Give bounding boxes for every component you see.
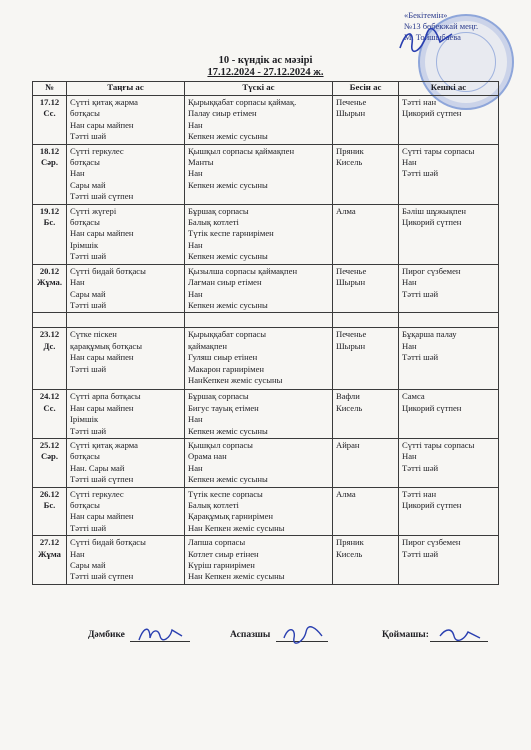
dinner-item: Тәтті шәй <box>402 288 439 299</box>
day-label: Дс. <box>43 340 56 351</box>
spacer-cell <box>333 313 399 328</box>
snack-cell <box>333 390 399 439</box>
dinner-item: Сүтті тары сорпасы <box>402 145 475 156</box>
breakfast-item: Нан сары майпен <box>70 402 134 413</box>
breakfast-item: Тәтті шәй сүтпен <box>70 571 134 582</box>
dinner-item: Нан <box>402 157 417 168</box>
table-row <box>33 204 499 264</box>
dinner-cell <box>399 438 499 487</box>
lunch-item: Нан <box>188 288 203 299</box>
lunch-item: Гуляш сиыр етінен <box>188 352 258 363</box>
snack-cell <box>333 487 399 536</box>
snack-cell <box>333 144 399 204</box>
approval-signature <box>396 26 456 54</box>
storekeeper-label: Қоймашы: <box>382 630 429 640</box>
lunch-item: Орама нан <box>188 451 227 462</box>
lunch-item: Нан <box>188 462 203 473</box>
cook-signature <box>280 624 326 644</box>
dietitian-label: Дәмбике <box>88 630 125 640</box>
breakfast-item: Нан. Сары май <box>70 462 125 473</box>
table-row <box>33 328 499 390</box>
lunch-item: Қырыққабат сорпасы қаймақ. <box>188 97 297 107</box>
lunch-item: Бұршақ сорпасы <box>188 205 249 216</box>
breakfast-item: Нан <box>70 548 85 559</box>
dinner-item: Тәтті шәй <box>402 352 439 363</box>
breakfast-item: Нан сары майпен <box>70 511 134 522</box>
breakfast-cell <box>67 144 185 204</box>
day-cell <box>33 328 67 390</box>
lunch-cell <box>185 144 333 204</box>
lunch-cell <box>185 264 333 313</box>
snack-cell <box>333 328 399 390</box>
approval-line: №13 бөбекжай меңг. <box>404 21 479 31</box>
spacer-cell <box>33 313 67 328</box>
breakfast-item: Тәтті шәй сүтпен <box>70 191 134 202</box>
lunch-cell <box>185 390 333 439</box>
dinner-item: Пирог сүзбемен <box>402 537 461 548</box>
breakfast-cell <box>67 536 185 585</box>
table-row <box>33 487 499 536</box>
breakfast-item: Сүтті қитақ жарма <box>70 97 138 107</box>
column-header-breakfast: Таңғы ас <box>67 82 185 96</box>
breakfast-item: ботқасы <box>70 451 100 462</box>
lunch-item: Палау сиыр етімен <box>188 108 257 119</box>
spacer-cell <box>185 313 333 328</box>
spacer-row <box>33 313 499 328</box>
table-row <box>33 96 499 145</box>
cook-label: Аспазшы <box>230 630 271 640</box>
day-label: 17.12 <box>39 97 60 107</box>
lunch-item: Бұршақ сорпасы <box>188 391 249 402</box>
lunch-item: Кепкен жеміс сусыны <box>188 179 268 190</box>
breakfast-item: Сүтті қитақ жарма <box>70 439 138 450</box>
day-label: Сәр. <box>41 157 58 168</box>
dinner-cell <box>399 144 499 204</box>
breakfast-item: Тәтті шәй <box>70 363 107 374</box>
column-header-lunch: Түскі ас <box>185 82 333 96</box>
lunch-item: Қышқыл сорпасы <box>188 439 253 450</box>
day-cell <box>33 144 67 204</box>
breakfast-item: Сүтті бидай ботқасы <box>70 265 146 276</box>
breakfast-item: Нан сары майпен <box>70 228 134 239</box>
breakfast-item: Сары май <box>70 179 106 190</box>
lunch-item: Нан <box>188 119 203 130</box>
lunch-item: Нан Кепкен жеміс сусыны <box>188 522 285 533</box>
snack-item: Пряник <box>336 537 364 548</box>
lunch-item: Кепкен жеміс сусыны <box>188 131 268 142</box>
dinner-item: Тәтті нан <box>402 97 437 107</box>
lunch-item: НанКепкен жеміс сусыны <box>188 374 283 385</box>
day-label: Сәр. <box>41 451 58 462</box>
lunch-item: Нан Кепкен жеміс сусыны <box>188 571 285 582</box>
page-title: 10 - күндік ас мәзірі <box>218 55 313 66</box>
column-header-snack: Бесін ас <box>333 82 399 96</box>
breakfast-item: Сүтті бидай ботқасы <box>70 537 146 548</box>
day-label: 27.12 <box>39 537 60 548</box>
dinner-item: Цикорий сүтпен <box>402 402 462 413</box>
breakfast-item: ботқасы <box>70 157 100 168</box>
breakfast-item: Тәтті шәй <box>70 251 107 262</box>
column-header-number: № <box>33 82 67 96</box>
dinner-cell <box>399 96 499 145</box>
snack-cell <box>333 264 399 313</box>
dinner-item: Нан <box>402 277 417 288</box>
spacer-cell <box>67 313 185 328</box>
breakfast-item: Тәтті шәй <box>70 522 107 533</box>
lunch-cell <box>185 536 333 585</box>
day-label: 24.12 <box>39 391 60 402</box>
lunch-item: Кепкен жеміс сусыны <box>188 425 268 436</box>
column-header-dinner: Кешкі ас <box>399 82 499 96</box>
lunch-item: Қызылша сорпасы қаймақпен <box>188 265 298 276</box>
lunch-item: Лапша сорпасы <box>188 537 246 548</box>
page-period: 17.12.2024 - 27.12.2024 ж. <box>207 67 324 78</box>
breakfast-item: Сүтті геркулес <box>70 488 124 499</box>
storekeeper-signature <box>436 624 484 644</box>
snack-item: Кисель <box>336 548 363 559</box>
lunch-item: Түтік кеспе гарнирімен <box>188 228 274 239</box>
day-label: Бс. <box>43 217 56 228</box>
breakfast-cell <box>67 438 185 487</box>
day-label: Жұма. <box>36 277 63 288</box>
snack-cell <box>333 536 399 585</box>
lunch-item: Күріш гарнирімен <box>188 560 255 570</box>
day-cell <box>33 204 67 264</box>
breakfast-item: ботқасы <box>70 499 100 510</box>
snack-item: Печенье <box>336 265 367 276</box>
table-row <box>33 438 499 487</box>
snack-item: Айран <box>336 439 360 450</box>
lunch-item: Түтік кеспе сорпасы <box>188 488 263 499</box>
snack-item: Вафли <box>336 391 360 402</box>
table-row <box>33 390 499 439</box>
snack-item: Печенье <box>336 329 367 340</box>
dinner-item: Тәтті шәй <box>402 462 439 473</box>
dinner-cell <box>399 487 499 536</box>
dinner-cell <box>399 328 499 390</box>
dinner-item: Цикорий сүтпен <box>402 108 462 119</box>
day-label: 23.12 <box>39 329 60 340</box>
snack-item: Печенье <box>336 97 367 107</box>
lunch-item: Бигус тауық етімен <box>188 402 259 413</box>
lunch-item: Қарақұмық гарнирімен <box>188 511 274 522</box>
dinner-item: Нан <box>402 340 417 351</box>
lunch-item: Лағман сиыр етімен <box>188 277 262 288</box>
day-cell <box>33 390 67 439</box>
dinner-item: Тәтті шәй <box>402 168 439 179</box>
breakfast-item: ботқасы <box>70 217 100 228</box>
breakfast-cell <box>67 96 185 145</box>
breakfast-item: қарақұмық ботқасы <box>70 340 142 351</box>
lunch-item: қаймақпен <box>188 340 227 351</box>
day-label: 25.12 <box>39 439 60 450</box>
snack-cell <box>333 96 399 145</box>
approval-line: М. Тойшыбаева <box>404 32 461 42</box>
dinner-cell <box>399 264 499 313</box>
snack-item: Кисель <box>336 157 363 168</box>
day-label: Сс. <box>43 402 56 413</box>
table-row <box>33 264 499 313</box>
breakfast-cell <box>67 204 185 264</box>
snack-cell <box>333 204 399 264</box>
spacer-cell <box>399 313 499 328</box>
dinner-item: Нан <box>402 451 417 462</box>
dinner-cell <box>399 204 499 264</box>
dinner-item: Сүтті тары сорпасы <box>402 439 475 450</box>
snack-item: Шырын <box>336 108 366 119</box>
breakfast-item: Тәтті шәй <box>70 299 107 310</box>
dinner-item: Цикорий сүтпен <box>402 217 462 228</box>
breakfast-item: Сары май <box>70 288 106 299</box>
table-row <box>33 144 499 204</box>
day-label: 26.12 <box>39 488 60 499</box>
breakfast-item: Сары май <box>70 560 106 570</box>
breakfast-cell <box>67 264 185 313</box>
breakfast-item: Нан сары майпен <box>70 352 134 363</box>
snack-item: Алма <box>336 205 356 216</box>
day-label: 19.12 <box>39 205 60 216</box>
approval-line: «Бекітемін» <box>404 10 448 20</box>
breakfast-item: Сүтті арпа ботқасы <box>70 391 141 402</box>
day-cell <box>33 487 67 536</box>
breakfast-item: Тәтті шәй <box>70 425 107 436</box>
lunch-item: Макарон гарнирімен <box>188 363 265 374</box>
day-label: 20.12 <box>39 265 60 276</box>
lunch-cell <box>185 96 333 145</box>
breakfast-item: Сүтті геркулес <box>70 145 124 156</box>
snack-item: Шырын <box>336 277 366 288</box>
lunch-cell <box>185 438 333 487</box>
dinner-item: Тәтті шәй <box>402 548 439 559</box>
day-cell <box>33 536 67 585</box>
breakfast-item: ботқасы <box>70 108 100 119</box>
snack-cell <box>333 438 399 487</box>
lunch-item: Балық котлеті <box>188 499 239 510</box>
lunch-cell <box>185 328 333 390</box>
lunch-item: Кепкен жеміс сусыны <box>188 474 268 485</box>
dietitian-signature <box>136 624 186 644</box>
breakfast-cell <box>67 328 185 390</box>
signature-footer <box>0 624 531 646</box>
dinner-item: Бәліш шұжықпен <box>402 205 467 216</box>
day-cell <box>33 438 67 487</box>
lunch-cell <box>185 487 333 536</box>
day-label: 18.12 <box>39 145 60 156</box>
snack-item: Шырын <box>336 340 366 351</box>
dinner-item: Цикорий сүтпен <box>402 499 462 510</box>
table-header-row <box>33 82 499 96</box>
menu-table <box>32 81 499 585</box>
lunch-cell <box>185 204 333 264</box>
day-label: Бс. <box>43 499 56 510</box>
snack-item: Кисель <box>336 402 363 413</box>
snack-item: Пряник <box>336 145 364 156</box>
breakfast-item: Сүтті жүгері <box>70 205 117 216</box>
lunch-item: Қырыққабат сорпасы <box>188 329 267 340</box>
lunch-item: Нан <box>188 414 203 425</box>
day-cell <box>33 264 67 313</box>
lunch-item: Нан <box>188 168 203 179</box>
breakfast-item: Нан сары майпен <box>70 119 134 130</box>
day-label: Жұма <box>38 548 61 559</box>
breakfast-item: Нан <box>70 277 85 288</box>
lunch-item: Кепкен жеміс сусыны <box>188 251 268 262</box>
snack-item: Алма <box>336 488 356 499</box>
breakfast-cell <box>67 390 185 439</box>
breakfast-item: Ірімшік <box>70 239 99 250</box>
lunch-item: Нан <box>188 239 203 250</box>
dinner-item: Тәтті нан <box>402 488 437 499</box>
dinner-item: Самса <box>402 391 425 402</box>
breakfast-item: Сүтке піскен <box>70 329 117 340</box>
dinner-cell <box>399 390 499 439</box>
lunch-item: Балық котлеті <box>188 217 239 228</box>
lunch-item: Қышқыл сорпасы қаймақпен <box>188 145 295 156</box>
dinner-item: Бұқарша палау <box>402 329 457 340</box>
day-label: Сс. <box>43 108 56 119</box>
lunch-item: Манты <box>188 157 214 168</box>
breakfast-item: Тәтті шәй <box>70 131 107 142</box>
day-cell <box>33 96 67 145</box>
lunch-item: Котлет сиыр етінен <box>188 548 259 559</box>
breakfast-item: Нан <box>70 168 85 179</box>
lunch-item: Кепкен жеміс сусыны <box>188 299 268 310</box>
breakfast-item: Ірімшік <box>70 414 99 425</box>
breakfast-cell <box>67 487 185 536</box>
breakfast-item: Тәтті шәй сүтпен <box>70 474 134 485</box>
dinner-cell <box>399 536 499 585</box>
table-row <box>33 536 499 585</box>
dinner-item: Пирог сүзбемен <box>402 265 461 276</box>
